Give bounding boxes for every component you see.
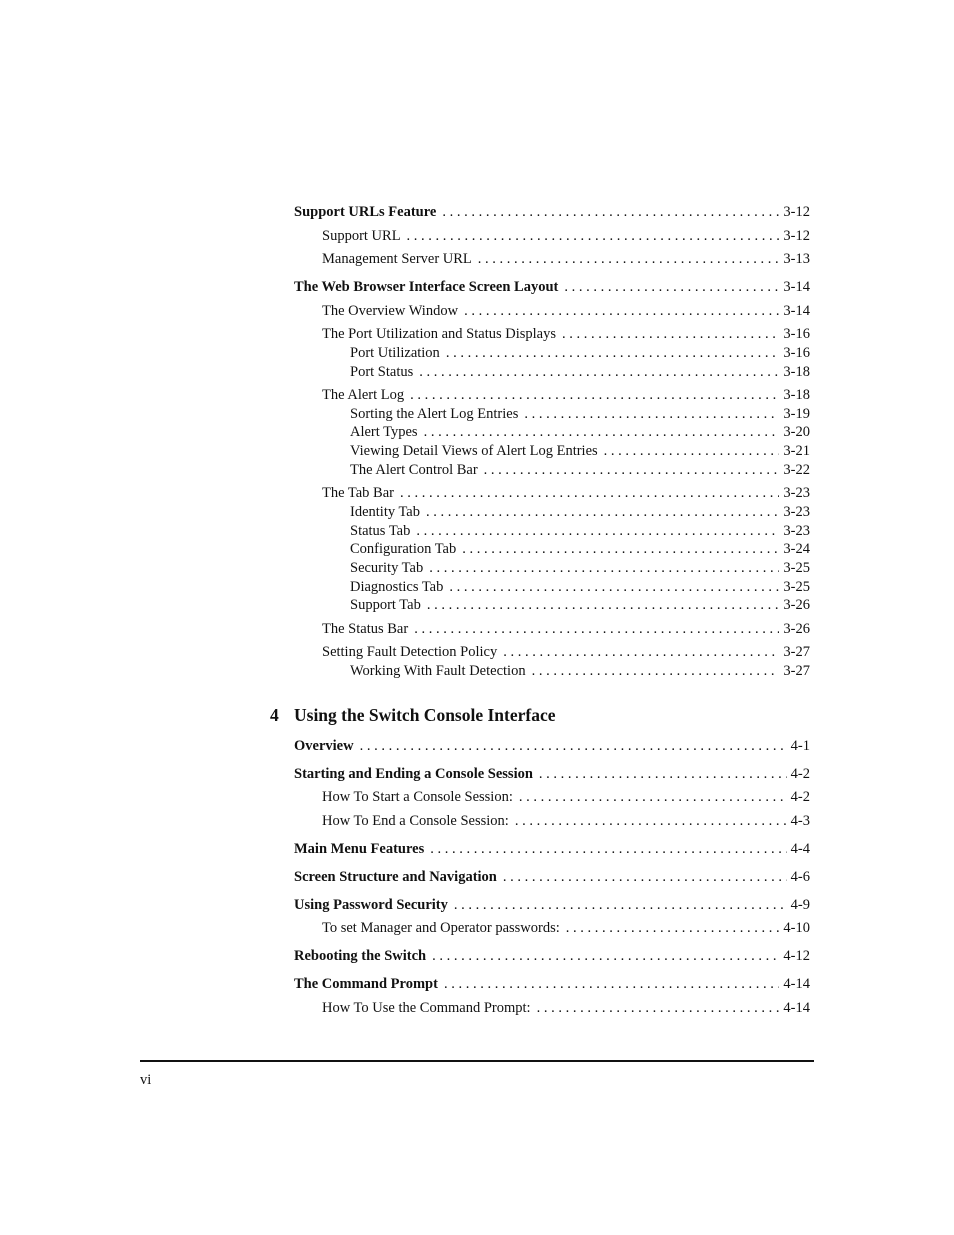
toc-entry-label: Setting Fault Detection Policy xyxy=(322,644,498,660)
toc-entry-label: Status Tab xyxy=(350,523,411,539)
toc-entry-label: Screen Structure and Navigation xyxy=(294,869,497,885)
toc-entry-label: Working With Fault Detection xyxy=(350,663,526,679)
toc-entry-label: Using Password Security xyxy=(294,897,448,913)
dot-leader xyxy=(360,737,787,755)
toc-entry-page: 3-19 xyxy=(783,406,810,422)
toc-entry-label: To set Manager and Operator passwords: xyxy=(322,920,560,936)
toc-entry-page: 4-2 xyxy=(790,766,810,782)
dot-leader xyxy=(426,503,779,521)
dot-leader xyxy=(416,522,779,540)
dot-leader xyxy=(419,363,779,381)
toc-entry-page: 4-1 xyxy=(790,738,810,754)
toc-entry xyxy=(294,868,810,886)
toc-entry xyxy=(322,386,810,404)
dot-leader xyxy=(449,578,779,596)
toc-entry-label: Support URL xyxy=(322,228,401,244)
toc-entry-label: The Tab Bar xyxy=(322,485,394,501)
toc-entry-label: The Port Utilization and Status Displays xyxy=(322,326,556,342)
toc-entry xyxy=(322,788,810,806)
toc-entry-label: Port Status xyxy=(350,364,414,380)
toc-entry-page: 3-22 xyxy=(783,462,810,478)
toc-entry-page: 4-9 xyxy=(790,897,810,913)
toc-entry xyxy=(322,484,810,502)
toc-entry-label: Configuration Tab xyxy=(350,541,457,557)
toc-entry-page: 3-13 xyxy=(783,251,810,267)
toc-entry xyxy=(322,643,810,661)
page-number: vi xyxy=(140,1072,152,1088)
toc-entry-label: Rebooting the Switch xyxy=(294,948,427,964)
toc-entry xyxy=(322,227,810,245)
toc-entry xyxy=(322,302,810,320)
toc-entry-label: Identity Tab xyxy=(350,504,420,520)
toc-entry-label: The Alert Log xyxy=(322,387,405,403)
toc-entry-page: 3-18 xyxy=(783,364,810,380)
dot-leader xyxy=(464,302,779,320)
toc-entry-label: Overview xyxy=(294,738,354,754)
dot-leader xyxy=(444,975,779,993)
toc-entry-label: Sorting the Alert Log Entries xyxy=(350,406,519,422)
toc-entry xyxy=(294,203,810,221)
toc-entry xyxy=(350,423,810,441)
toc-entry-label: How To Use the Command Prompt: xyxy=(322,1000,531,1016)
dot-leader xyxy=(462,540,779,558)
toc-entry xyxy=(350,461,810,479)
toc-entry xyxy=(322,999,810,1017)
toc-entry xyxy=(294,975,810,993)
toc-entry-page: 3-21 xyxy=(783,443,810,459)
toc-entry xyxy=(322,620,810,638)
dot-leader xyxy=(429,559,779,577)
dot-leader xyxy=(524,405,779,423)
toc-entry-page: 3-26 xyxy=(783,597,810,613)
toc-entry xyxy=(350,522,810,540)
toc-entry xyxy=(322,325,810,343)
dot-leader xyxy=(454,896,787,914)
dot-leader xyxy=(562,325,779,343)
toc-entry-label: Starting and Ending a Console Session xyxy=(294,766,533,782)
toc-entry-page: 3-23 xyxy=(783,504,810,520)
dot-leader xyxy=(430,840,786,858)
dot-leader xyxy=(427,596,780,614)
toc-entry-page: 3-27 xyxy=(783,663,810,679)
toc-entry-label: Main Menu Features xyxy=(294,841,425,857)
toc-entry-page: 3-27 xyxy=(783,644,810,660)
toc-entry xyxy=(350,540,810,558)
toc-entry-page: 4-12 xyxy=(783,948,810,964)
toc-entry-label: Support Tab xyxy=(350,597,421,613)
toc-entry-page: 3-23 xyxy=(783,485,810,501)
dot-leader xyxy=(532,662,780,680)
dot-leader xyxy=(519,788,787,806)
toc-entry xyxy=(322,250,810,268)
toc-entry xyxy=(350,578,810,596)
toc-entry-page: 4-14 xyxy=(783,1000,810,1016)
dot-leader xyxy=(537,999,780,1017)
toc-entry xyxy=(294,947,810,965)
dot-leader xyxy=(515,812,787,830)
toc-entry-label: Alert Types xyxy=(350,424,418,440)
toc-entry-page: 3-20 xyxy=(783,424,810,440)
toc-entry-label: The Overview Window xyxy=(322,303,459,319)
chapter-title: Using the Switch Console Interface xyxy=(294,705,556,725)
dot-leader xyxy=(503,868,787,886)
toc-entry xyxy=(350,559,810,577)
toc-entry xyxy=(294,840,810,858)
footer-rule xyxy=(140,1060,814,1062)
toc-entry-page: 3-16 xyxy=(783,345,810,361)
chapter-heading xyxy=(270,704,556,726)
toc-entry xyxy=(294,278,810,296)
toc-entry-page: 4-2 xyxy=(790,789,810,805)
dot-leader xyxy=(478,250,780,268)
toc-entry-page: 3-14 xyxy=(783,303,810,319)
toc-entry xyxy=(294,737,810,755)
toc-entry-page: 4-10 xyxy=(783,920,810,936)
toc-entry xyxy=(350,363,810,381)
toc-entry-label: Security Tab xyxy=(350,560,424,576)
toc-entry-page: 3-25 xyxy=(783,560,810,576)
dot-leader xyxy=(564,278,779,296)
chapter-number: 4 xyxy=(270,705,279,725)
toc-entry-page: 4-6 xyxy=(790,869,810,885)
dot-leader xyxy=(604,442,780,460)
toc-entry-page: 3-16 xyxy=(783,326,810,342)
toc-entry xyxy=(322,919,810,937)
toc-entry-label: Port Utilization xyxy=(350,345,440,361)
toc-entry-label: The Status Bar xyxy=(322,621,409,637)
toc-entry-page: 3-18 xyxy=(783,387,810,403)
dot-leader xyxy=(446,344,780,362)
toc-entry xyxy=(350,442,810,460)
toc-entry-label: The Alert Control Bar xyxy=(350,462,478,478)
toc-entry xyxy=(350,662,810,680)
toc-entry xyxy=(294,896,810,914)
dot-leader xyxy=(484,461,780,479)
toc-entry-page: 4-4 xyxy=(790,841,810,857)
dot-leader xyxy=(503,643,779,661)
toc-entry-page: 3-12 xyxy=(783,204,810,220)
dot-leader xyxy=(566,919,780,937)
dot-leader xyxy=(442,203,779,221)
toc-entry-label: Diagnostics Tab xyxy=(350,579,444,595)
toc-entry-label: How To End a Console Session: xyxy=(322,813,509,829)
toc-entry-page: 4-3 xyxy=(790,813,810,829)
dot-leader xyxy=(400,484,779,502)
toc-entry xyxy=(350,596,810,614)
toc-entry xyxy=(350,344,810,362)
toc-entry-label: Viewing Detail Views of Alert Log Entries xyxy=(350,443,598,459)
dot-leader xyxy=(432,947,779,965)
toc-entry-label: The Web Browser Interface Screen Layout xyxy=(294,279,559,295)
toc-entry xyxy=(322,812,810,830)
toc-entry xyxy=(350,405,810,423)
toc-entry-label: Management Server URL xyxy=(322,251,472,267)
toc-entry-page: 3-25 xyxy=(783,579,810,595)
toc-entry-page: 3-23 xyxy=(783,523,810,539)
toc-entry-page: 4-14 xyxy=(783,976,810,992)
toc-entry xyxy=(294,765,810,783)
dot-leader xyxy=(539,765,787,783)
toc-entry xyxy=(350,503,810,521)
toc-entry-page: 3-12 xyxy=(783,228,810,244)
toc-entry-page: 3-24 xyxy=(783,541,810,557)
toc-entry-page: 3-14 xyxy=(783,279,810,295)
dot-leader xyxy=(414,620,779,638)
dot-leader xyxy=(407,227,780,245)
toc-entry-label: How To Start a Console Session: xyxy=(322,789,513,805)
dot-leader xyxy=(410,386,779,404)
toc-entry-label: Support URLs Feature xyxy=(294,204,437,220)
toc-entry-label: The Command Prompt xyxy=(294,976,438,992)
toc-entry-page: 3-26 xyxy=(783,621,810,637)
dot-leader xyxy=(424,423,780,441)
